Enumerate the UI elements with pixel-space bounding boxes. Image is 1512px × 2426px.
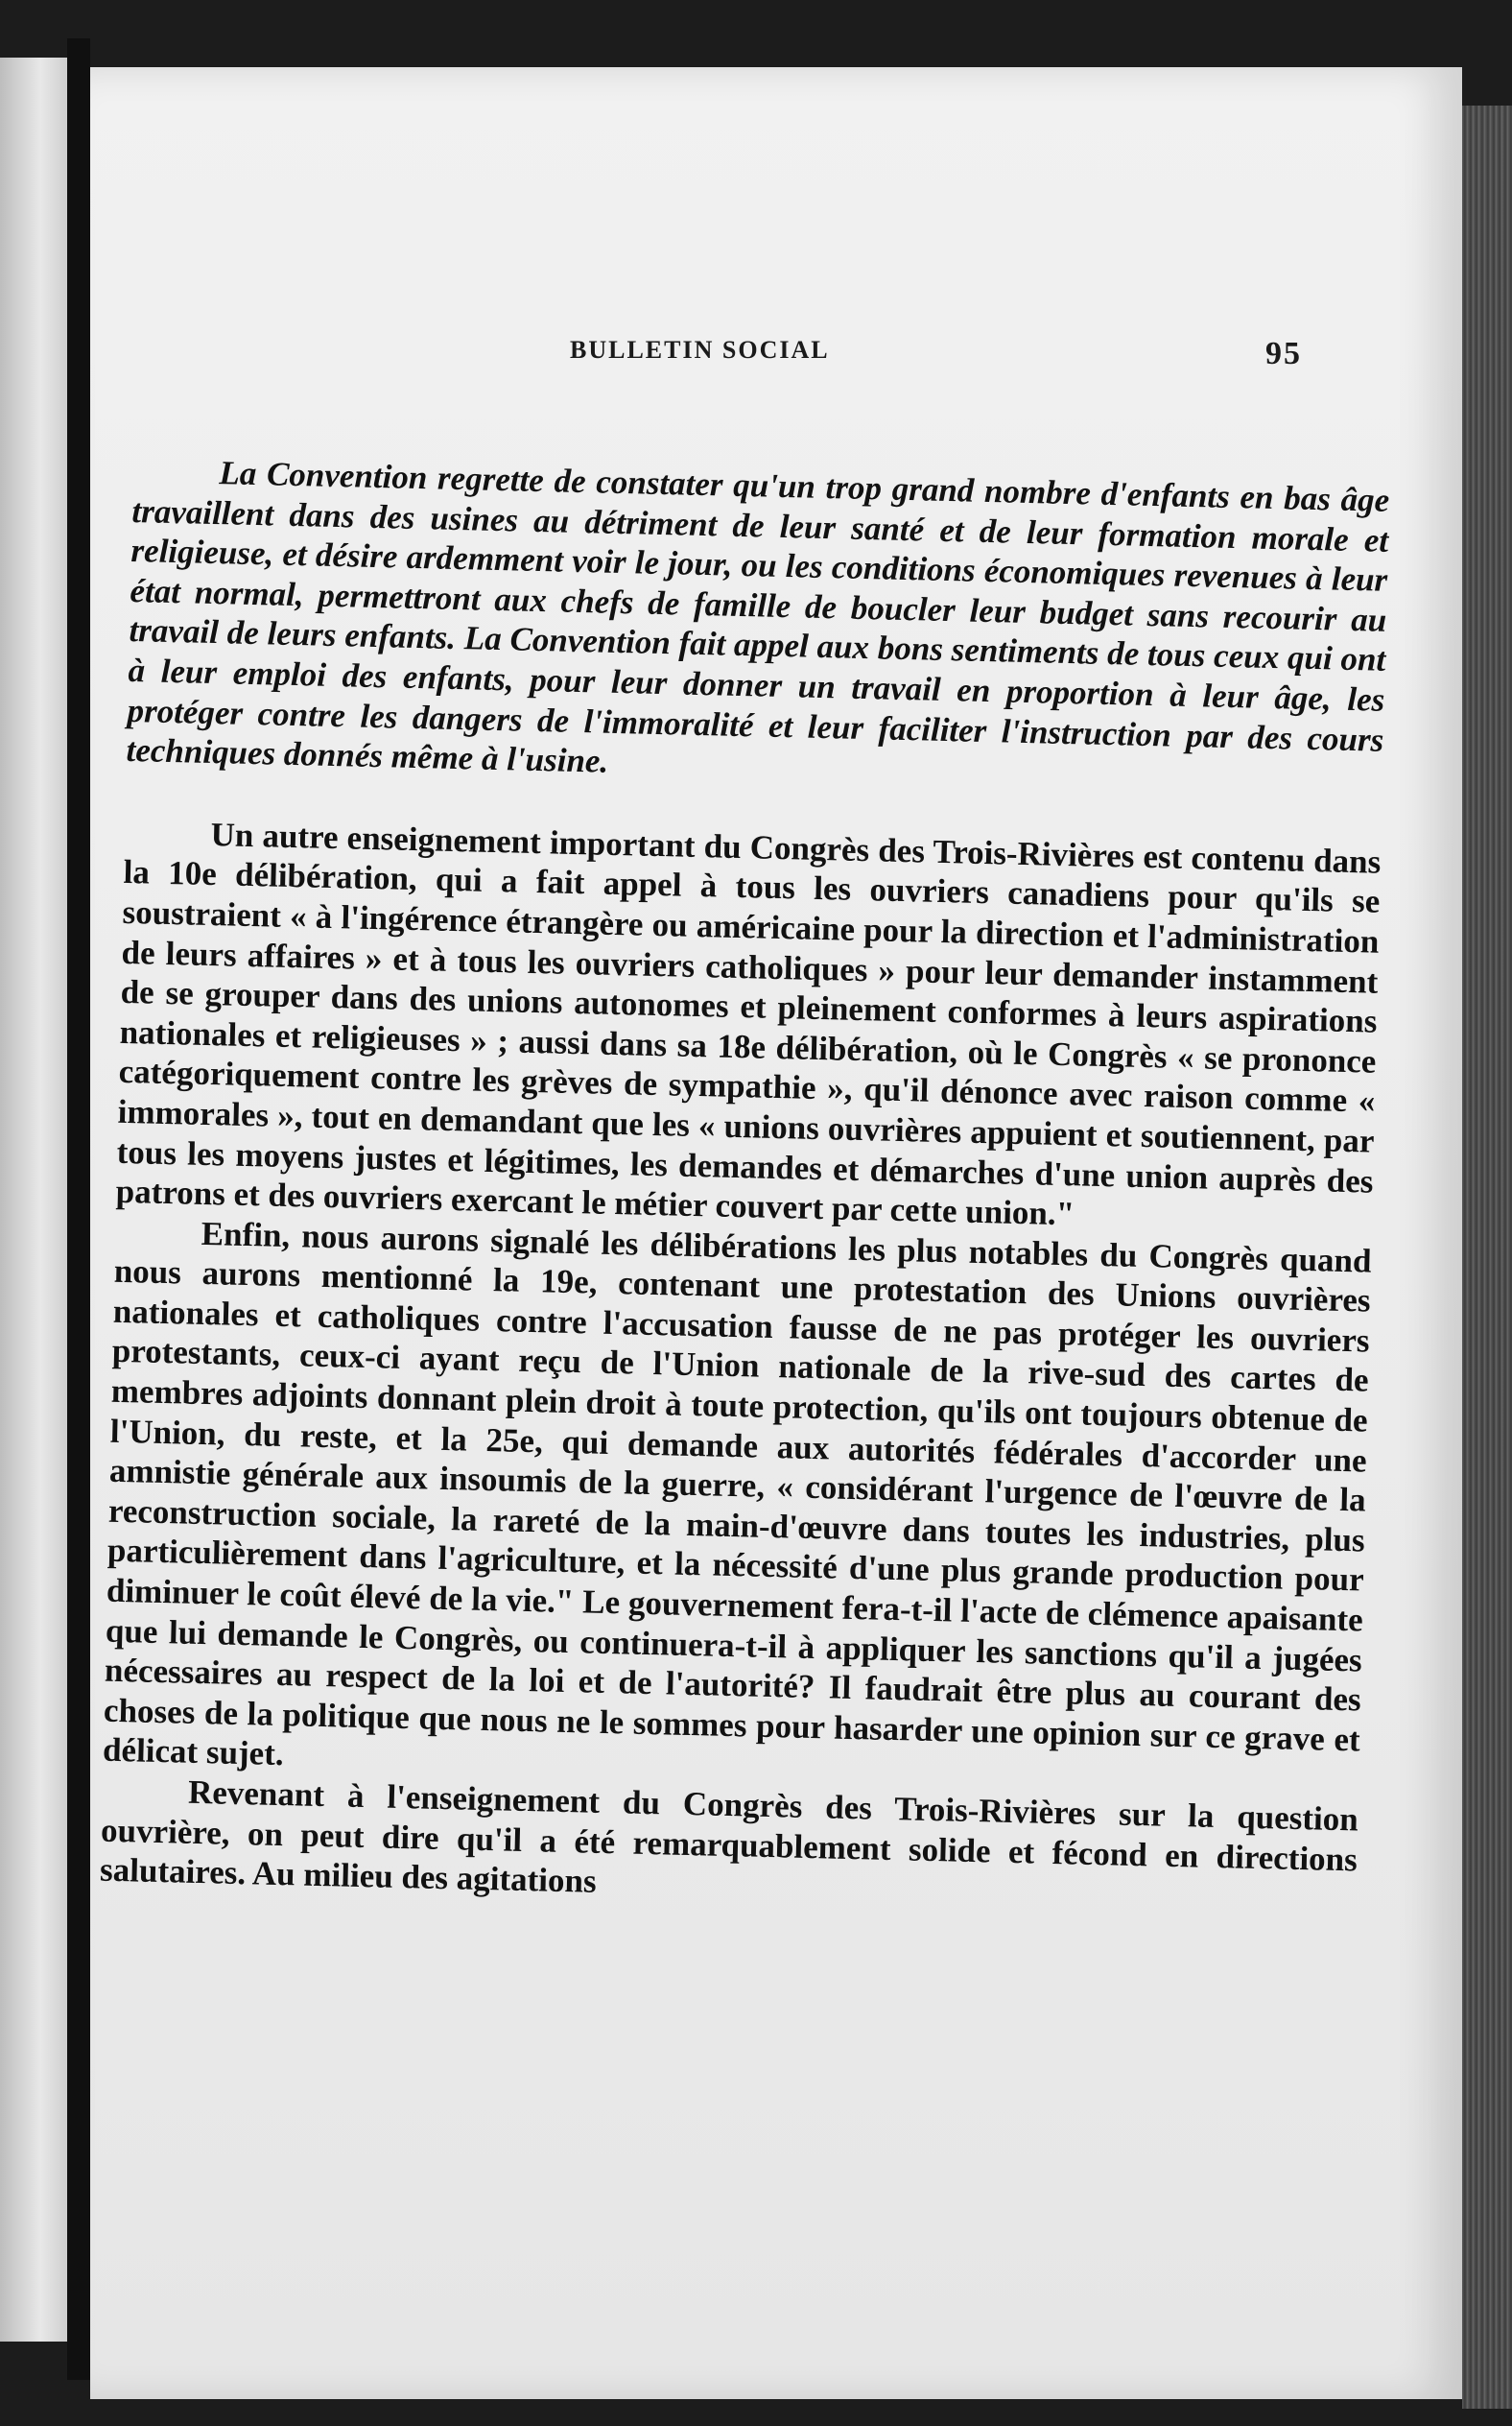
running-title: BULLETIN SOCIAL	[570, 336, 830, 364]
paragraph-revenant: Revenant à l'enseignement du Congrès des Trois-Rivières sur la question ouvrière, on peut dire qu'il a été remarquablement solide et fécond en directions salutaires. Au milieu des agitations	[99, 1772, 1359, 1900]
facing-page-edge	[0, 58, 67, 2342]
page-body	[100, 451, 1390, 1919]
paragraph-enfin: Enfin, nous aurons signalé les délibérations les plus notables du Congrès quand nous aurons mentionné la 19e, contenant une protestation des Unions ouvrières nationales et catholiques contre l'accusation fausse de ne pas protéger les ouvriers protestants, ceux-ci ayant reçu de l'Union nationale de la rive-sud des cartes de membres adjoints donnant plein droit à toute protection, qu'ils ont toujours obtenue de l'Union, du reste, et la 25e, qui demande aux autorités fédérales d'accorder une amnistie générale aux insoumis de la guerre, « considérant l'urgence de l'œuvre de la reconstruction sociale, la rareté de la main-d'œuvre dans toutes les industries, plus particulièrement dans l'agriculture, et la nécessité d'une plus grande production pour diminuer le coût élevé de la vie." Le gouvernement fera-t-il l'acte de clémence apaisante que lui demande le Congrès, ou continuera-t-il à appliquer les sanctions qu'il a jugées nécessaires au respect de la loi et de l'autorité? Il faudrait être plus au courant des choses de la politique que nous ne le sommes pour hasarder une opinion sur ce grave et délicat sujet.	[102, 1214, 1372, 1773]
page-number: 95	[1265, 336, 1302, 371]
page-stack-edge	[1462, 106, 1512, 2409]
book-page	[90, 67, 1462, 2399]
paragraph-convention: La Convention regrette de constater qu'un trop grand nombre d'enfants en bas âge travaillent dans des usines au détriment de leur santé et de leur formation morale et religieuse, et désire ardemment voir le jour, ou les conditions économiques revenues à leur état normal, permettront aux chefs de famille de boucler leur budget sans recourir au travail de leurs enfants. La Convention fait appel aux bons sentiments de tous ceux qui ont à leur emploi des enfants, pour leur donner un travail en proportion à leur âge, les protéger contre les dangers de l'immoralité et leur faciliter l'instruction par des cours techniques donnés même à l'usine.	[126, 454, 1390, 780]
book-gutter	[67, 38, 90, 2380]
paragraph-congres: Un autre enseignement important du Congrès des Trois-Rivières est contenu dans la 10e délibération, qui a fait appel à tous les ouvriers canadiens pour qu'ils se soustraient « à l'ingérence étrangère ou américaine pour la direction et l'administration de leurs affaires » et à tous les ouvriers catholiques » pour leur demander instamment de se grouper dans des unions autonomes et pleinement conformes à leurs aspirations nationales et religieuses » ; aussi dans sa 18e délibération, où le Congrès « se prononce catégoriquement contre les grèves de sympathie », qu'il dénonce avec raison comme « immorales », tout en demandant que les « unions ouvrières appuient et soutiennent, par tous les moyens justes et légitimes, les demandes et démarches d'une union auprès des patrons et des ouvriers exercant le métier couvert par cette union."	[115, 815, 1382, 1233]
